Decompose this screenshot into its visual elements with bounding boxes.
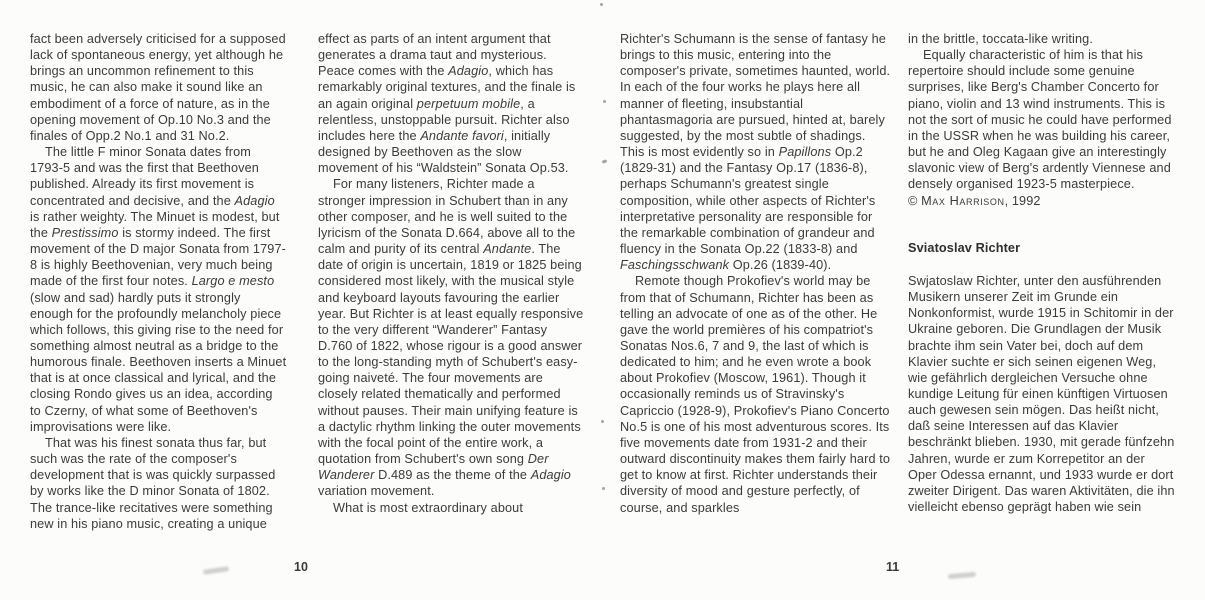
- paragraph: [318, 31, 584, 176]
- text-segment: is rather weighty. The Minuet is modest, but the: [30, 209, 280, 240]
- text-segment: Adagio: [530, 468, 571, 483]
- text-segment: Op.26 (1839-40).: [729, 258, 832, 273]
- text-segment: Sviatoslav Richter: [908, 240, 1021, 255]
- text-segment: Op.2 (1829-31) and the Fantasy Op.17 (1836-8), perhaps Schumann's greatest single composition, while other aspects of Richter's interpretative personality are responsible for the remarkable combination of grandeur and fluency in the Sonata Op.22 (1833-8) and: [620, 145, 876, 257]
- text-segment: Adagio: [448, 64, 489, 79]
- scan-speck: [602, 159, 608, 164]
- text-segment: , 1992: [1004, 193, 1041, 208]
- scan-smudge: [203, 566, 229, 575]
- text-segment: Andante: [483, 242, 532, 257]
- paragraph: [620, 273, 893, 515]
- text-segment: Prestissimo: [51, 225, 119, 240]
- page-number-left: 10: [294, 560, 308, 574]
- text-segment: perpetuum mobile: [416, 96, 521, 111]
- text-segment: variation movement.: [318, 484, 435, 499]
- text-segment: Largo e mesto: [191, 274, 275, 289]
- text-segment: Richter's Schumann is the sense of fantasy he brings to this music, entering into the composer's private, sometimes haunted, world. In each of the four works he plays here all manner of fleeting, insubstantial phantasmagoria are pursued, hinted at, barely suggested, by the most subtle of shadings. This is most evidently so in: [620, 32, 891, 160]
- text-segment: Adagio: [234, 193, 275, 208]
- text-segment: D.489 as the theme of the: [374, 468, 531, 483]
- text-segment: ©: [908, 193, 922, 208]
- paragraph: [620, 31, 893, 273]
- paragraph: [30, 31, 287, 144]
- text-segment: Andante favori: [420, 128, 504, 143]
- text-segment: Papillons: [778, 145, 832, 160]
- paragraph: [30, 144, 287, 435]
- text-segment: Swjatoslaw Richter, unter den ausführenden Musikern unserer Zeit im Grunde ein Nonkonformist, wurde 1915 in Schitomir in der Ukraine geboren. Die Grundlagen der Musik brachte ihm sein Vater bei, doch auf dem Klavier suchte er sich seinen eigenen Weg, wie gefährlich dergleichen Versuche ohne kundige Leitung für einen künftigen Virtuosen auch gewesen sein mögen. Das heißt nicht, daß seine Interessen auf das Klavier beschränkt blieben. 1930, mit gerade fünfzehn Jahren, wurde er zum Korrepetitor an der Oper Odessa ernannt, und 1933 wurde er dort zweiter Dirigent. Das waren Aktivitäten, die ihn vielleicht ebenso geprägt haben wie sein: [908, 273, 1175, 515]
- section-heading: [908, 240, 1177, 256]
- page-number-right: 11: [886, 560, 900, 574]
- text-column-4: [908, 31, 1177, 515]
- text-segment: What is most extraordinary about: [333, 500, 524, 515]
- text-segment: (slow and sad) hardly puts it strongly enough for the profoundly melancholy piece which follows, this giving rise to the need for something almost neutral as a bridge to the humorous finale. Beethoven inserts a Minuet that is at once classical and lyrical, and the closing Rondo gives us an idea, according to Czerny, of what some of Beethoven's improvisations were like.: [30, 290, 287, 434]
- paragraph: [908, 273, 1177, 515]
- paragraph: [908, 31, 1177, 47]
- text-segment: Equally characteristic of him is that his repertoire should include some genuine surprises, like Berg's Chamber Concerto for piano, violin and 13 wind instruments. This is not the sort of music he could have performed in the USSR when he was building his career, but he and Oleg Kagaan give an interestingly slavonic view of Berg's ardently Viennese and densely organised 1923-5 masterpiece.: [908, 48, 1172, 192]
- scan-speck: [602, 487, 605, 490]
- text-segment: , which has remarkably original textures, and the finale is an again original: [318, 64, 576, 111]
- text-segment: Remote though Prokofiev's world may be from that of Schumann, Richter has been as telling an advocate of one as of the other. He gave the world premières of his compatriot's Sonatas Nos.6, 7 and 9, the last of which is dedicated to him; and he even wrote a book about Prokofiev (Moscow, 1961). Though it occasionally reminds us of Stravinsky's Capriccio (1928-9), Prokofiev's Piano Concerto No.5 is one of his most adventurous scores. Its five movements date from 1931-2 and their outward discontinuity makes them fairly hard to get to know at first. Richter understands their diversity of mood and gesture perfectly, of course, and sparkles: [620, 274, 891, 515]
- text-segment: Der Wanderer: [318, 452, 549, 483]
- text-segment: The little F minor Sonata dates from 1793-5 and was the first that Beethoven published. Already its first movement is concentrated and decisive, and the: [30, 145, 259, 208]
- paragraph: [318, 500, 584, 516]
- copyright-credit: [908, 193, 1177, 209]
- scan-smudge: [948, 572, 976, 579]
- scan-speck: [600, 3, 603, 6]
- text-column-2: [318, 31, 584, 516]
- paragraph: [30, 435, 287, 532]
- paragraph: [318, 176, 584, 499]
- text-segment: fact been adversely criticised for a supposed lack of spontaneous energy, yet although he brings an uncommon refinement to this music, he can also make it sound like an embodiment of a force of nature, as in the opening movement of Op.10 No.3 and the finales of Opp.2 No.1 and 31 No.2.: [30, 32, 286, 143]
- text-segment: is stormy indeed. The first movement of the D major Sonata from 1797-8 is highly Beethovenian, very much being made of the first four notes.: [30, 225, 286, 289]
- text-segment: , a relentless, unstoppable pursuit. Richter also includes here the: [318, 96, 570, 143]
- scan-speck: [601, 420, 604, 423]
- text-segment: , initially designed by Beethoven as the slow movement of his “Waldstein” Sonata Op.53.: [318, 128, 569, 176]
- text-segment: in the brittle, toccata-like writing.: [908, 32, 1093, 46]
- text-segment: Faschingsschwank: [620, 258, 730, 273]
- scan-speck: [603, 100, 606, 103]
- text-column-3: [620, 31, 893, 516]
- text-column-1: [30, 31, 287, 532]
- text-segment: That was his finest sonata thus far, but such was the rate of the composer's development that is was quickly surpassed by works like the D minor Sonata of 1802. The trance-like recitatives were something new in his piano music, creating a unique: [30, 435, 276, 531]
- text-segment: effect as parts of an intent argument that generates a drama taut and mysterious. Peace comes with the: [318, 32, 551, 79]
- text-segment: . The date of origin is uncertain, 1819 or 1825 being considered most likely, with the musical style and keyboard layouts favouring the earlier year. But Richter is at least equally responsive to the very different “Wanderer” Fantasy D.760 of 1822, whose rigour is a good answer to the long-standing myth of Schubert's easy-going naiveté. The four movements are closely related thematically and performed without pauses. Their main unifying feature is a dactylic rhythm linking the outer movements with the focal point of the entire work, a quotation from Schubert's own song: [318, 242, 584, 467]
- paragraph: [908, 47, 1177, 192]
- text-segment: Max Harrison: [921, 193, 1005, 208]
- text-segment: For many listeners, Richter made a stronger impression in Schubert than in any other composer, and he is well suited to the lyricism of the Sonata D.664, above all to the calm and purity of its central: [318, 177, 576, 257]
